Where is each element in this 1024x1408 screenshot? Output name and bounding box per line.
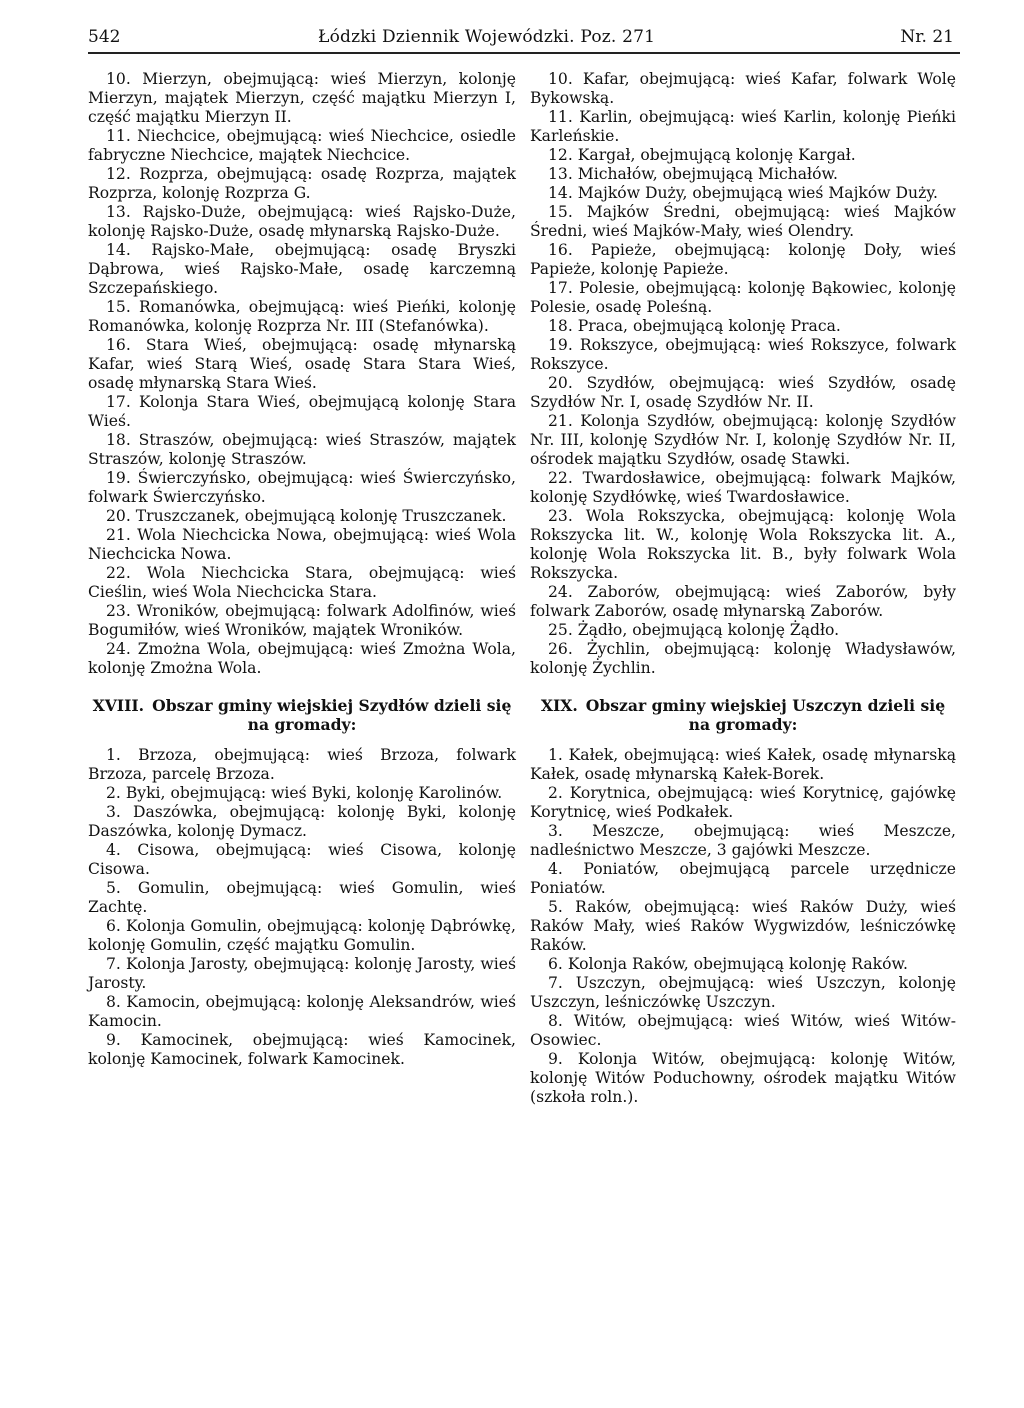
page-number: 542 <box>88 27 121 47</box>
list-item: 12. Rozprza, obejmującą: osadę Rozprza, majątek Rozprza, kolonję Rozprza G. <box>88 165 516 202</box>
section-heading-xix <box>530 696 956 734</box>
page-header <box>88 22 960 54</box>
list-item: 6. Kolonja Gomulin, obejmującą: kolonję Dąbrówkę, kolonję Gomulin, część majątku Gomulin. <box>88 917 516 954</box>
list-item: 5. Raków, obejmującą: wieś Raków Duży, wieś Raków Mały, wieś Raków Wygwizdów, leśniczówkę Raków. <box>530 898 956 954</box>
list-item: 16. Papieże, obejmującą: kolonję Doły, wieś Papieże, kolonję Papieże. <box>530 241 956 278</box>
section-number: XVIII. <box>92 696 145 715</box>
list-item: 22. Twardosławice, obejmującą: folwark Majków, kolonję Szydłówkę, wieś Twardosławice. <box>530 469 956 506</box>
list-item: 17. Kolonja Stara Wieś, obejmującą kolonję Stara Wieś. <box>88 393 516 430</box>
list-item: 10. Mierzyn, obejmującą: wieś Mierzyn, kolonję Mierzyn, majątek Mierzyn, część majątku Mierzyn I, część majątku Mierzyn II. <box>88 70 516 126</box>
left-entries-top <box>88 70 516 678</box>
list-item: 1. Kałek, obejmującą: wieś Kałek, osadę młynarską Kałek, osadę młynarską Kałek-Borek. <box>530 746 956 783</box>
list-item: 14. Majków Duży, obejmującą wieś Majków Duży. <box>548 184 939 202</box>
list-item: 18. Straszów, obejmującą: wieś Straszów, majątek Straszów, kolonję Straszów. <box>88 431 516 468</box>
list-item: 8. Kamocin, obejmującą: kolonję Aleksandrów, wieś Kamocin. <box>88 993 516 1030</box>
left-column <box>88 70 516 1069</box>
journal-title: Łódzki Dziennik Wojewódzki. Poz. 271 <box>318 27 656 47</box>
list-item: 26. Żychlin, obejmującą: kolonję Władysławów, kolonję Żychlin. <box>530 640 956 677</box>
list-item: 11. Niechcice, obejmującą: wieś Niechcice, osiedle fabryczne Niechcice, majątek Niechcice. <box>88 127 516 164</box>
list-item: 9. Kolonja Witów, obejmującą: kolonję Witów, kolonję Witów Poduchowny, ośrodek majątku Witów (szkoła roln.). <box>530 1050 956 1106</box>
list-item: 7. Uszczyn, obejmującą: wieś Uszczyn, kolonję Uszczyn, leśniczówkę Uszczyn. <box>530 974 956 1011</box>
list-item: 21. Kolonja Szydłów, obejmującą: kolonję Szydłów Nr. III, kolonję Szydłów Nr. I, kolonję Szydłów Nr. II, ośrodek majątku Szydłów, osadę Stawki. <box>530 412 956 468</box>
list-item: 9. Kamocinek, obejmującą: wieś Kamocinek, kolonję Kamocinek, folwark Kamocinek. <box>88 1031 516 1068</box>
list-item: 16. Stara Wieś, obejmującą: osadę młynarską Kafar, wieś Starą Wieś, osadę Stara Stara Wieś, osadę młynarską Stara Wieś. <box>88 336 516 392</box>
list-item: 20. Truszczanek, obejmującą kolonję Truszczanek. <box>106 507 507 525</box>
list-item: 4. Poniatów, obejmującą parcele urzędnicze Poniatów. <box>530 860 956 897</box>
list-item: 18. Praca, obejmującą kolonję Praca. <box>548 317 841 335</box>
list-item: 4. Cisowa, obejmującą: wieś Cisowa, kolonję Cisowa. <box>88 841 516 878</box>
list-item: 19. Rokszyce, obejmującą: wieś Rokszyce, folwark Rokszyce. <box>530 336 956 373</box>
right-entries-section <box>530 746 956 1107</box>
list-item: 3. Meszcze, obejmującą: wieś Meszcze, nadleśnictwo Meszcze, 3 gajówki Meszcze. <box>530 822 956 859</box>
list-item: 22. Wola Niechcicka Stara, obejmującą: wieś Cieślin, wieś Wola Niechcicka Stara. <box>88 564 516 601</box>
list-item: 6. Kolonja Raków, obejmującą kolonję Raków. <box>548 955 908 973</box>
list-item: 20. Szydłów, obejmującą: wieś Szydłów, osadę Szydłów Nr. I, osadę Szydłów Nr. II. <box>530 374 956 411</box>
right-entries-top <box>530 70 956 678</box>
list-item: 1. Brzoza, obejmującą: wieś Brzoza, folwark Brzoza, parcelę Brzoza. <box>88 746 516 783</box>
list-item: 15. Majków Średni, obejmującą: wieś Majków Średni, wieś Majków-Mały, wieś Olendry. <box>530 203 956 240</box>
list-item: 2. Korytnica, obejmującą: wieś Korytnicę, gajówkę Korytnicę, wieś Podkałek. <box>530 784 956 821</box>
list-item: 23. Wroników, obejmującą: folwark Adolfinów, wieś Bogumiłów, wieś Wroników, majątek Wroników. <box>88 602 516 639</box>
list-item: 23. Wola Rokszycka, obejmującą: kolonję Wola Rokszycka lit. W., kolonję Wola Rokszycka lit. A., kolonję Wola Rokszycka lit. B., były folwark Wola Rokszycka. <box>530 507 956 582</box>
list-item: 13. Michałów, obejmującą Michałów. <box>548 165 838 183</box>
list-item: 8. Witów, obejmującą: wieś Witów, wieś Witów-Osowiec. <box>530 1012 956 1049</box>
list-item: 3. Daszówka, obejmującą: kolonję Byki, kolonję Daszówka, kolonję Dymacz. <box>88 803 516 840</box>
list-item: 17. Polesie, obejmującą: kolonję Bąkowiec, kolonję Polesie, osadę Poleśną. <box>530 279 956 316</box>
list-item: 5. Gomulin, obejmującą: wieś Gomulin, wieś Zachtę. <box>88 879 516 916</box>
left-entries-section <box>88 746 516 1069</box>
right-column <box>530 70 956 1107</box>
section-heading-text: Obszar gminy wiejskiej Uszczyn dzieli się na gromady: <box>585 696 946 734</box>
list-item: 2. Byki, obejmującą: wieś Byki, kolonję Karolinów. <box>106 784 503 802</box>
list-item: 14. Rajsko-Małe, obejmującą: osadę Bryszki Dąbrowa, wieś Rajsko-Małe, osadę karczemną Szczepańskiego. <box>88 241 516 297</box>
section-number: XIX. <box>540 696 578 715</box>
list-item: 19. Świerczyńsko, obejmującą: wieś Świerczyńsko, folwark Świerczyńsko. <box>88 469 516 506</box>
list-item: 24. Zaborów, obejmującą: wieś Zaborów, były folwark Zaborów, osadę młynarską Zaborów. <box>530 583 956 620</box>
section-heading-text: Obszar gminy wiejskiej Szydłów dzieli się na gromady: <box>152 696 512 734</box>
list-item: 11. Karlin, obejmującą: wieś Karlin, kolonję Pieńki Karleńskie. <box>530 108 956 145</box>
list-item: 7. Kolonja Jarosty, obejmującą: kolonję Jarosty, wieś Jarosty. <box>88 955 516 992</box>
issue-number: Nr. 21 <box>900 27 954 47</box>
list-item: 12. Kargał, obejmującą kolonję Kargał. <box>548 146 856 164</box>
list-item: 24. Zmożna Wola, obejmującą: wieś Zmożna Wola, kolonję Zmożna Wola. <box>88 640 516 677</box>
list-item: 25. Żądło, obejmującą kolonję Żądło. <box>548 621 840 639</box>
list-item: 10. Kafar, obejmującą: wieś Kafar, folwark Wolę Bykowską. <box>530 70 956 107</box>
section-heading-xviii <box>88 696 516 734</box>
list-item: 21. Wola Niechcicka Nowa, obejmującą: wieś Wola Niechcicka Nowa. <box>88 526 516 563</box>
list-item: 13. Rajsko-Duże, obejmującą: wieś Rajsko-Duże, kolonję Rajsko-Duże, osadę młynarską Rajsko-Duże. <box>88 203 516 240</box>
list-item: 15. Romanówka, obejmującą: wieś Pieńki, kolonję Romanówka, kolonję Rozprza Nr. III (Stefanówka). <box>88 298 516 335</box>
